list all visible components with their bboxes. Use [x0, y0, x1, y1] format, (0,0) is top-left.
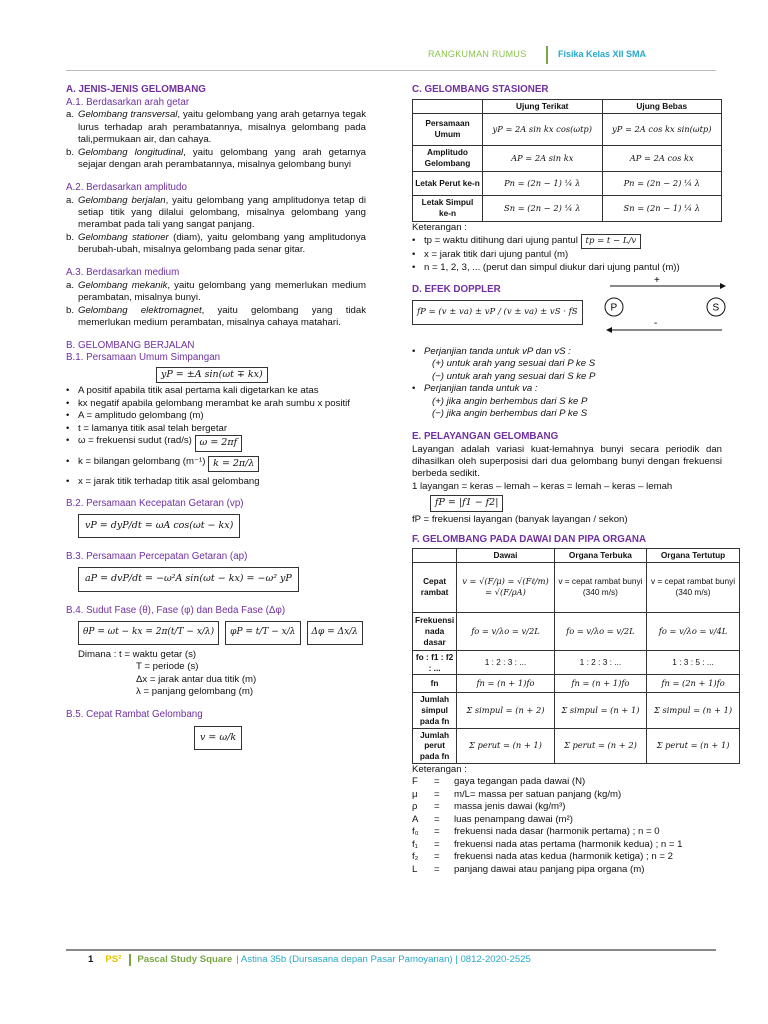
legend-cell: f₁	[412, 838, 418, 850]
section-d-title: D. EFEK DOPPLER	[412, 283, 501, 295]
bullet-item: • t = lamanya titik asal telah bergetar	[66, 422, 228, 434]
table-cell: v = √(F/μ) = √(Fℓ/m) = √(F/ρA)	[457, 562, 555, 612]
text: , yaitu gelombang yang memerlukan medium perambatan, misalnya bunyi.	[78, 279, 366, 304]
section-a1-title: A.1. Berdasarkan arah getar	[66, 96, 190, 108]
legend-cell: f₀	[412, 826, 419, 838]
minus-label: -	[654, 317, 658, 329]
section-e-title: E. PELAYANGAN GELOMBANG	[412, 430, 559, 442]
text: , yaitu gelombang yang arah getarnya sejajar dengan arah perambatannya, misalnya gelombang bunyi	[78, 146, 366, 171]
list-item: b. Gelombang longitudinal, yaitu gelombang yang arah getarnya sejajar dengan arah perambatannya, misalnya gelombang bunyi	[66, 146, 366, 171]
formula-omega: ω = 2πf	[195, 435, 243, 451]
table-cell: Letak Simpul ke-n	[413, 195, 483, 221]
formula-v: v = ω/k	[194, 726, 242, 750]
text: x = jarak titik terhadap titik asal gelombang	[78, 475, 260, 487]
page-footer	[88, 954, 531, 966]
dawai-table	[412, 548, 740, 764]
table-cell: Jumlah simpul pada fn	[413, 693, 457, 728]
legend-cell: frekuensi nada atas pertama (harmonik kedua) ; n = 1	[454, 838, 683, 850]
arrow-left-head	[606, 327, 612, 333]
table-cell: AP = 2A sin kx	[483, 145, 603, 171]
text: , yaitu gelombang yang amplitudonya tetap di setiap titik yang dilalui gelombang, misalnya gelombang yang merambat pada tali yang sangat panjang.	[78, 194, 366, 231]
term: Gelombang longitudinal	[78, 146, 184, 158]
legend-cell: frekuensi nada atas kedua (harmonik ketiga) ; n = 2	[454, 851, 673, 863]
legend-cell: =	[434, 813, 440, 825]
legend-cell: =	[434, 838, 440, 850]
left-column	[66, 84, 366, 750]
text: (+) jika angin berhembus dari S ke P	[432, 395, 588, 407]
text: Perjanjian tanda untuk vP dan vS :	[424, 345, 571, 357]
legend-cell: =	[434, 776, 440, 788]
table-cell: yP = 2A sin kx cos(ωtp)	[483, 113, 603, 145]
table-cell: Pn = (2n − 2) ¼ λ	[602, 171, 722, 195]
section-b3-title: B.3. Persamaan Percepatan Getaran (ap)	[66, 551, 248, 563]
text: t = lamanya titik asal telah bergetar	[78, 422, 228, 434]
header-right: Fisika Kelas XII SMA	[558, 49, 647, 59]
bullet-item: • A = amplitudo gelombang (m)	[66, 410, 204, 422]
table-cell: fo = v/λo = v/2L	[554, 612, 646, 650]
table-row	[413, 693, 740, 728]
e-paragraph-3: fP = frekuensi layangan (banyak layangan / sekon)	[412, 513, 628, 525]
table-cell: Jumlah perut pada fn	[413, 728, 457, 763]
bullet-item: • Perjanjian tanda untuk va :	[412, 383, 538, 395]
table-header: Ujung Terikat	[483, 99, 603, 113]
legend-cell: =	[434, 863, 440, 875]
header-left: RANGKUMAN RUMUS	[428, 49, 527, 59]
legend-item	[412, 826, 722, 838]
header-separator	[546, 46, 548, 64]
formula-ap: aP = dvP/dt = −ω²A sin(ωt − kx) = −ω² yP	[78, 567, 299, 591]
term: Gelombang elektromagnet	[78, 304, 202, 316]
list-item: b. Gelombang elektromagnet, yaitu gelombang yang tidak memerlukan medium perambatan, misalnya cahaya matahari.	[66, 304, 366, 329]
table-cell: AP = 2A cos kx	[602, 145, 722, 171]
bullet-item: • x = jarak titik dari ujung pantul (m)	[412, 249, 569, 261]
legend-cell: massa jenis dawai (kg/m³)	[454, 801, 566, 813]
formula-doppler: fP = (v ± va) ± vP / (v ± va) ± vS · fS	[412, 300, 583, 325]
table-row	[413, 145, 722, 171]
section-a-title: A. JENIS-JENIS GELOMBANG	[66, 84, 206, 95]
table-cell: fn	[413, 675, 457, 693]
table-cell: fo : f1 : f2 : ...	[413, 650, 457, 675]
table-cell: Cepat rambat	[413, 562, 457, 612]
table-cell: Frekuensi nada dasar	[413, 612, 457, 650]
legend-cell: =	[434, 788, 440, 800]
table-header: Organa Terbuka	[554, 548, 646, 562]
stasioner-table	[412, 99, 722, 222]
text: ω = frekuensi sudut (rad/s)	[78, 435, 192, 447]
legend-cell: m/L= massa per satuan panjang (kg/m)	[454, 788, 622, 800]
section-b5-title: B.5. Cepat Rambat Gelombang	[66, 708, 203, 720]
text: Perjanjian tanda untuk va :	[424, 383, 538, 395]
legend-item	[412, 814, 722, 826]
text: (+) untuk arah yang sesuai dari P ke S	[432, 358, 596, 370]
text: A = amplitudo gelombang (m)	[78, 410, 204, 422]
table-cell: Σ perut = (n + 2)	[554, 728, 646, 763]
text: kx negatif apabila gelombang merambat ke arah sumbu x positif	[78, 397, 350, 409]
legend-cell: F	[412, 776, 418, 788]
bullet-item: • n = 1, 2, 3, ... (perut dan simpul diukur dari ujung pantul (m))	[412, 261, 680, 273]
formula-vp: vP = dyP/dt = ωA cos(ωt − kx)	[78, 514, 240, 538]
section-c-title: C. GELOMBANG STASIONER	[412, 84, 549, 95]
formula-tp: tp = t − L/v	[581, 234, 642, 249]
table-cell: Σ perut = (n + 1)	[647, 728, 740, 763]
formula-theta: θP = ωt − kx = 2π(t/T − x/λ)	[78, 621, 219, 645]
term: Gelombang stationer	[78, 231, 169, 243]
c-keterangan: Keterangan :	[412, 221, 467, 233]
b4-legend-1: Dimana : t = waktu getar (s)	[78, 648, 197, 660]
s-label: S	[712, 302, 720, 314]
legend-cell: L	[412, 863, 418, 875]
b4-legend-2: T = periode (s)	[136, 661, 199, 673]
table-cell: Sn = (2n − 2) ¼ λ	[483, 195, 603, 221]
table-cell: Letak Perut ke-n	[413, 171, 483, 195]
arrow-right-head	[720, 283, 726, 289]
table-cell: Pn = (2n − 1) ¼ λ	[483, 171, 603, 195]
legend-cell: gaya tegangan pada dawai (N)	[454, 776, 586, 788]
bullet-item: • k = bilangan gelombang (m⁻¹) k = 2π/λ	[66, 456, 366, 472]
footer-rule	[66, 949, 716, 951]
legend-cell: μ	[412, 788, 418, 800]
formula-simpangan: yP = ±A sin(ωt ∓ kx)	[156, 367, 268, 383]
legend-item	[412, 864, 722, 876]
legend-cell: =	[434, 826, 440, 838]
section-b-title: B. GELOMBANG BERJALAN	[66, 339, 195, 351]
table-cell: v = cepat rambat bunyi (340 m/s)	[554, 562, 646, 612]
formula-layangan: fP = |f1 − f2|	[430, 495, 503, 511]
table-cell: Sn = (2n − 1) ¼ λ	[602, 195, 722, 221]
text: A positif apabila titik asal pertama kali digetarkan ke atas	[78, 385, 319, 397]
table-cell: fn = (n + 1)fo	[457, 675, 555, 693]
table-row	[413, 728, 740, 763]
p-label: P	[610, 302, 618, 314]
text: , yaitu gelombang yang arah getarnya tegak lurus terhadap arah perambatannya, misalnya gelombang pada tali,permukaan air, dan cahaya.	[78, 109, 366, 146]
text: (−) jika angin berhembus dari P ke S	[432, 408, 588, 420]
table-row	[413, 562, 740, 612]
table-cell: fn = (2n + 1)fo	[647, 675, 740, 693]
legend-cell: ρ	[412, 801, 418, 813]
list-item: a. Gelombang transversal, yaitu gelombang yang arah getarnya tegak lurus terhadap arah perambatannya, misalnya gelombang pada tali,permukaan air, dan cahaya.	[66, 109, 366, 146]
brand-name: Pascal Study Square	[137, 954, 233, 965]
legend-cell: A	[412, 813, 419, 825]
term: Gelombang mekanik	[78, 279, 168, 291]
table-row	[413, 675, 740, 693]
f-keterangan: Keterangan :	[412, 763, 467, 775]
doppler-diagram	[600, 274, 730, 334]
table-cell: Amplitudo Gelombang	[413, 145, 483, 171]
legend-item	[412, 851, 722, 863]
bullet-item: • kx negatif apabila gelombang merambat ke arah sumbu x positif	[66, 397, 350, 409]
section-b1-title: B.1. Persamaan Umum Simpangan	[66, 352, 221, 364]
section-b4-title: B.4. Sudut Fase (θ), Fase (φ) dan Beda Fase (Δφ)	[66, 604, 286, 616]
list-item: b. Gelombang stationer (diam), yaitu gelombang yang amplitudonya berubah-ubah, misalnya gelombang pada senar gitar.	[66, 231, 366, 256]
legend-cell: =	[434, 801, 440, 813]
table-cell: v = cepat rambat bunyi (340 m/s)	[647, 562, 740, 612]
text: n = 1, 2, 3, ... (perut dan simpul diukur dari ujung pantul (m))	[424, 261, 680, 273]
text: x = jarak titik dari ujung pantul (m)	[424, 249, 569, 261]
term: Gelombang transversal	[78, 109, 178, 121]
table-cell: fn = (n + 1)fo	[554, 675, 646, 693]
table-cell: 1 : 3 : 5 : ...	[647, 650, 740, 675]
text: tp = waktu ditihung dari ujung pantul	[424, 235, 578, 247]
legend-cell: f₂	[412, 851, 419, 863]
e-paragraph-2: 1 layangan = keras – lemah – keras = lemah – keras – lemah	[412, 480, 673, 492]
page-number: 1	[88, 954, 94, 965]
table-cell: Σ simpul = (n + 1)	[647, 693, 740, 728]
footer-separator	[129, 954, 131, 966]
bullet-item: • ω = frekuensi sudut (rad/s) ω = 2πf	[66, 435, 366, 451]
term: Gelombang berjalan	[78, 194, 166, 206]
table-row	[413, 650, 740, 675]
legend-cell: luas penampang dawai (m²)	[454, 813, 573, 825]
table-cell: Σ perut = (n + 1)	[457, 728, 555, 763]
table-cell: fo = v/λo = v/4L	[647, 612, 740, 650]
legend-cell: =	[434, 851, 440, 863]
table-cell: 1 : 2 : 3 : ...	[457, 650, 555, 675]
table-row	[413, 195, 722, 221]
bullet-item: • Perjanjian tanda untuk vP dan vS :	[412, 345, 571, 357]
formula-phi: φP = t/T − x/λ	[225, 621, 300, 645]
brand-address: | Astina 35b (Dursasana depan Pasar Pamoyanan) | 0812-2020-2525	[236, 954, 531, 965]
e-paragraph: Layangan adalah variasi kuat-lemahnya bunyi secara periodik dan dihasilkan oleh superposisi dari dua gelombang bunyi dengan frekuensi berbeda sedikit.	[412, 443, 722, 480]
text: , yaitu gelombang yang tidak memerlukan medium perambatan, misalnya cahaya matahari.	[78, 304, 366, 329]
header-rule	[66, 70, 716, 71]
formula-k: k = 2π/λ	[208, 456, 259, 472]
section-a2-title: A.2. Berdasarkan amplitudo	[66, 181, 187, 193]
b4-legend-4: λ = panjang gelombang (m)	[136, 686, 254, 698]
table-cell: yP = 2A cos kx sin(ωtp)	[602, 113, 722, 145]
legend-item	[412, 776, 722, 788]
section-f-title: F. GELOMBANG PADA DAWAI DAN PIPA ORGANA	[412, 534, 647, 546]
table-cell: Σ simpul = (n + 1)	[554, 693, 646, 728]
list-item: a. Gelombang mekanik, yaitu gelombang yang memerlukan medium perambatan, misalnya bunyi.	[66, 279, 366, 304]
formula-dphi: Δφ = Δx/λ	[307, 621, 363, 645]
b4-legend-3: Δx = jarak antar dua titik (m)	[136, 673, 257, 685]
table-cell: 1 : 2 : 3 : ...	[554, 650, 646, 675]
table-cell: Persamaan Umum	[413, 113, 483, 145]
list-item: a. Gelombang berjalan, yaitu gelombang yang amplitudonya tetap di setiap titik yang dilalui gelombang, misalnya gelombang yang merambat pada tali yang sangat panjang.	[66, 194, 366, 231]
section-a3-title: A.3. Berdasarkan medium	[66, 266, 180, 278]
legend-cell: panjang dawai atau panjang pipa organa (m)	[454, 863, 645, 875]
table-header: Organa Tertutup	[647, 548, 740, 562]
legend-cell: frekuensi nada dasar (harmonik pertama) ; n = 0	[454, 826, 660, 838]
bullet-item: • A positif apabila titik asal pertama kali digetarkan ke atas	[66, 385, 319, 397]
page-header	[418, 46, 718, 64]
f-legend-list	[412, 776, 722, 876]
table-row	[413, 113, 722, 145]
legend-item	[412, 801, 722, 813]
brand-logo: PS²	[105, 954, 122, 965]
section-b2-title: B.2. Persamaan Kecepatan Getaran (vp)	[66, 498, 244, 510]
text: k = bilangan gelombang (m⁻¹)	[78, 455, 206, 467]
right-column	[412, 84, 736, 876]
table-row	[413, 171, 722, 195]
bullet-item: • tp = waktu ditihung dari ujung pantul tp = t − L/v	[412, 234, 722, 249]
table-row	[413, 612, 740, 650]
legend-item	[412, 789, 722, 801]
table-cell: fo = v/λo = v/2L	[457, 612, 555, 650]
table-cell: Σ simpul = (n + 2)	[457, 693, 555, 728]
doppler-block	[412, 274, 722, 346]
plus-label: +	[654, 274, 660, 286]
legend-item	[412, 839, 722, 851]
text: (−) untuk arah yang sesuai dari S ke P	[432, 370, 596, 382]
table-header	[413, 548, 457, 562]
table-header	[413, 99, 483, 113]
text: (diam), yaitu gelombang yang amplitudonya berubah-ubah, misalnya gelombang pada senar gitar.	[78, 231, 366, 256]
bullet-item: • x = jarak titik terhadap titik asal gelombang	[66, 475, 260, 487]
table-header: Dawai	[457, 548, 555, 562]
table-header: Ujung Bebas	[602, 99, 722, 113]
